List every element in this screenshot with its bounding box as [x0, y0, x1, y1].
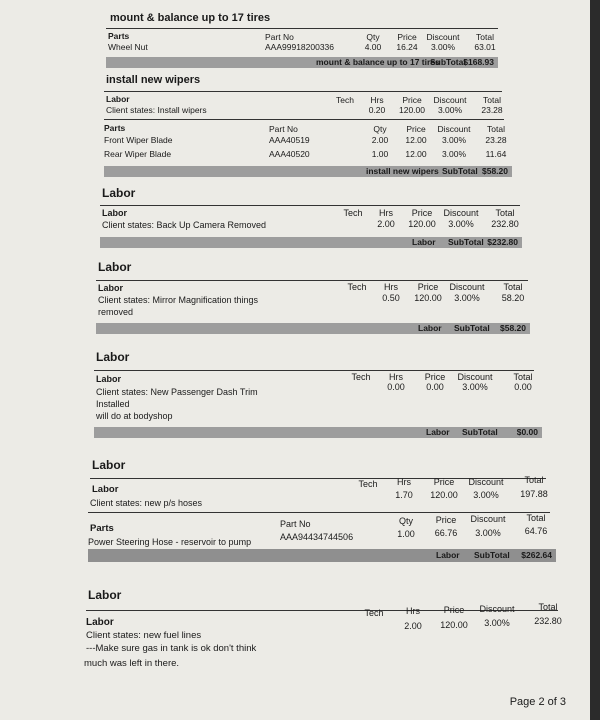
price-header: Price — [424, 372, 446, 382]
subtotal-name: Labor — [412, 237, 436, 247]
labor-hrs: 0.20 — [368, 105, 386, 115]
subtotal-label: SubTotal — [442, 166, 478, 176]
part-no-header: Part No — [269, 124, 298, 134]
labor-desc: Client states: Back Up Camera Removed — [102, 220, 267, 230]
parts-header: Parts — [104, 123, 126, 133]
section-title: Labor — [96, 350, 130, 364]
labor-price: 120.00 — [430, 490, 458, 500]
price-header: Price — [435, 515, 457, 525]
hrs-header: Hrs — [379, 208, 393, 218]
tech-header: Tech — [347, 282, 367, 292]
labor-hrs: 0.00 — [387, 382, 405, 392]
part-desc: Power Steering Hose - reservoir to pump — [88, 537, 252, 547]
divider — [104, 91, 502, 92]
subtotal-name: mount & balance up to 17 tires — [316, 57, 440, 67]
price-header: Price — [417, 282, 439, 292]
divider — [100, 205, 520, 206]
labor-total: 23.28 — [481, 105, 503, 115]
tech-header: Tech — [343, 208, 363, 218]
part-discount: 3.00% — [441, 149, 467, 159]
subtotal-value: $262.64 — [521, 550, 552, 560]
subtotal-bar — [88, 549, 556, 562]
labor-price: 120.00 — [414, 293, 442, 303]
discount-header: Discount — [457, 372, 493, 382]
subtotal-value: $0.00 — [516, 427, 538, 437]
discount-header: Discount — [449, 282, 485, 292]
hrs-header: Hrs — [384, 282, 398, 292]
part-no: AAA40519 — [269, 135, 310, 145]
part-total: 23.28 — [485, 135, 507, 145]
labor-price: 120.00 — [440, 620, 468, 630]
subtotal-bar — [96, 323, 530, 334]
qty-header: Qty — [373, 124, 387, 134]
part-discount: 3.00% — [430, 42, 456, 52]
labor-header: Labor — [102, 208, 128, 218]
labor-desc: Client states: new fuel lines — [86, 630, 202, 641]
part-discount: 3.00% — [441, 135, 467, 145]
part-total: 11.64 — [485, 149, 507, 159]
labor-hrs: 2.00 — [404, 621, 422, 631]
section-title: Labor — [92, 458, 126, 472]
hrs-header: Hrs — [389, 372, 403, 382]
labor-price: 0.00 — [426, 382, 444, 392]
labor-hrs: 2.00 — [377, 219, 395, 229]
labor-discount: 3.00% — [462, 382, 488, 392]
labor-discount: 3.00% — [448, 219, 474, 229]
total-header: Total — [524, 475, 544, 485]
labor-hrs: 0.50 — [382, 293, 400, 303]
subtotal-bar — [106, 57, 498, 68]
subtotal-bar — [94, 427, 542, 438]
part-total: 64.76 — [524, 526, 548, 536]
total-header: Total — [526, 513, 546, 523]
labor-price: 120.00 — [408, 219, 436, 229]
labor-discount: 3.00% — [473, 490, 499, 500]
labor-total: 58.20 — [501, 293, 525, 303]
page-number: Page 2 of 3 — [509, 696, 566, 708]
section-title: Labor — [98, 260, 132, 274]
section-title: install new wipers — [106, 74, 201, 86]
subtotal-name: install new wipers — [366, 166, 439, 176]
total-header: Total — [495, 208, 515, 218]
discount-header: Discount — [479, 604, 515, 614]
discount-header: Discount — [437, 124, 471, 134]
discount-header: Discount — [426, 32, 460, 42]
section-title: mount & balance up to 17 tires — [110, 12, 271, 24]
part-no: AAA40520 — [269, 149, 310, 159]
total-header: Total — [483, 95, 501, 105]
labor-discount: 3.00% — [454, 293, 480, 303]
discount-header: Discount — [468, 477, 504, 487]
subtotal-label: SubTotal — [454, 323, 490, 333]
labor-price: 120.00 — [399, 105, 425, 115]
labor-desc: Installed — [96, 399, 130, 409]
part-price: 12.00 — [405, 135, 427, 145]
tech-header: Tech — [351, 372, 371, 382]
subtotal-label: SubTotal — [448, 237, 484, 247]
part-no: AAA99918200336 — [265, 42, 335, 52]
hrs-header: Hrs — [397, 477, 411, 487]
total-header: Total — [538, 602, 558, 612]
subtotal-label: SubTotal — [430, 57, 466, 67]
discount-header: Discount — [433, 95, 467, 105]
part-total: 63.01 — [474, 42, 496, 52]
tech-header: Tech — [364, 608, 384, 618]
labor-desc: much was left in there. — [84, 658, 180, 669]
tech-header: Tech — [336, 95, 354, 105]
divider — [106, 28, 498, 29]
labor-desc: Client states: Install wipers — [106, 105, 207, 115]
price-header: Price — [397, 32, 417, 42]
labor-desc: ---Make sure gas in tank is ok don't think — [86, 643, 257, 654]
labor-desc: will do at bodyshop — [96, 411, 173, 421]
labor-hrs: 1.70 — [395, 490, 413, 500]
parts-header: Parts — [90, 523, 114, 534]
labor-total: 0.00 — [514, 382, 532, 392]
part-no-header: Part No — [265, 32, 294, 42]
subtotal-bar — [104, 166, 512, 177]
subtotal-bar — [100, 237, 522, 248]
labor-desc: Client states: new p/s hoses — [90, 498, 203, 508]
labor-total: 232.80 — [534, 616, 562, 626]
part-no-header: Part No — [280, 519, 311, 529]
subtotal-value: $168.93 — [463, 57, 494, 67]
subtotal-value: $58.20 — [482, 166, 508, 176]
labor-total: 232.80 — [491, 219, 519, 229]
price-header: Price — [433, 477, 455, 487]
hrs-header: Hrs — [370, 95, 384, 105]
price-header: Price — [402, 95, 422, 105]
parts-header: Parts — [108, 31, 130, 41]
total-header: Total — [503, 282, 523, 292]
labor-header: Labor — [96, 374, 122, 384]
labor-header: Labor — [86, 617, 114, 628]
total-header: Total — [487, 124, 505, 134]
discount-header: Discount — [470, 514, 506, 524]
subtotal-value: $232.80 — [487, 237, 518, 247]
part-qty: 1.00 — [397, 529, 415, 539]
qty-header: Qty — [366, 32, 380, 42]
labor-desc: Client states: Mirror Magnification things — [98, 295, 259, 305]
price-header: Price — [411, 208, 433, 218]
total-header: Total — [476, 32, 494, 42]
labor-header: Labor — [106, 94, 130, 104]
subtotal-name: Labor — [418, 323, 442, 333]
labor-header: Labor — [92, 484, 119, 495]
labor-header: Labor — [98, 283, 124, 293]
labor-total: 197.88 — [520, 489, 548, 499]
subtotal-label: SubTotal — [474, 550, 510, 560]
part-qty: 2.00 — [371, 135, 389, 145]
part-qty: 1.00 — [371, 149, 389, 159]
part-desc: Wheel Nut — [108, 42, 148, 52]
part-discount: 3.00% — [475, 528, 501, 538]
price-header: Price — [443, 605, 465, 615]
section-title: Labor — [88, 588, 122, 602]
divider — [104, 119, 504, 120]
part-desc: Rear Wiper Blade — [104, 149, 172, 159]
qty-header: Qty — [398, 516, 413, 526]
subtotal-value: $58.20 — [500, 323, 526, 333]
total-header: Total — [513, 372, 533, 382]
subtotal-label: SubTotal — [462, 427, 498, 437]
price-header: Price — [406, 124, 426, 134]
labor-discount: 3.00% — [484, 618, 510, 628]
subtotal-name: Labor — [426, 427, 450, 437]
labor-discount: 3.00% — [437, 105, 463, 115]
subtotal-name: Labor — [436, 550, 460, 560]
section-title: Labor — [102, 186, 136, 200]
part-price: 66.76 — [434, 528, 458, 538]
part-no: AAA94434744506 — [280, 532, 354, 542]
part-desc: Front Wiper Blade — [104, 135, 173, 145]
hrs-header: Hrs — [406, 606, 420, 616]
part-price: 12.00 — [405, 149, 427, 159]
labor-desc: removed — [98, 307, 134, 317]
discount-header: Discount — [443, 208, 479, 218]
tech-header: Tech — [358, 479, 378, 489]
labor-desc: Client states: New Passenger Dash Trim — [96, 387, 258, 397]
part-qty: 4.00 — [364, 42, 382, 52]
part-price: 16.24 — [396, 42, 418, 52]
